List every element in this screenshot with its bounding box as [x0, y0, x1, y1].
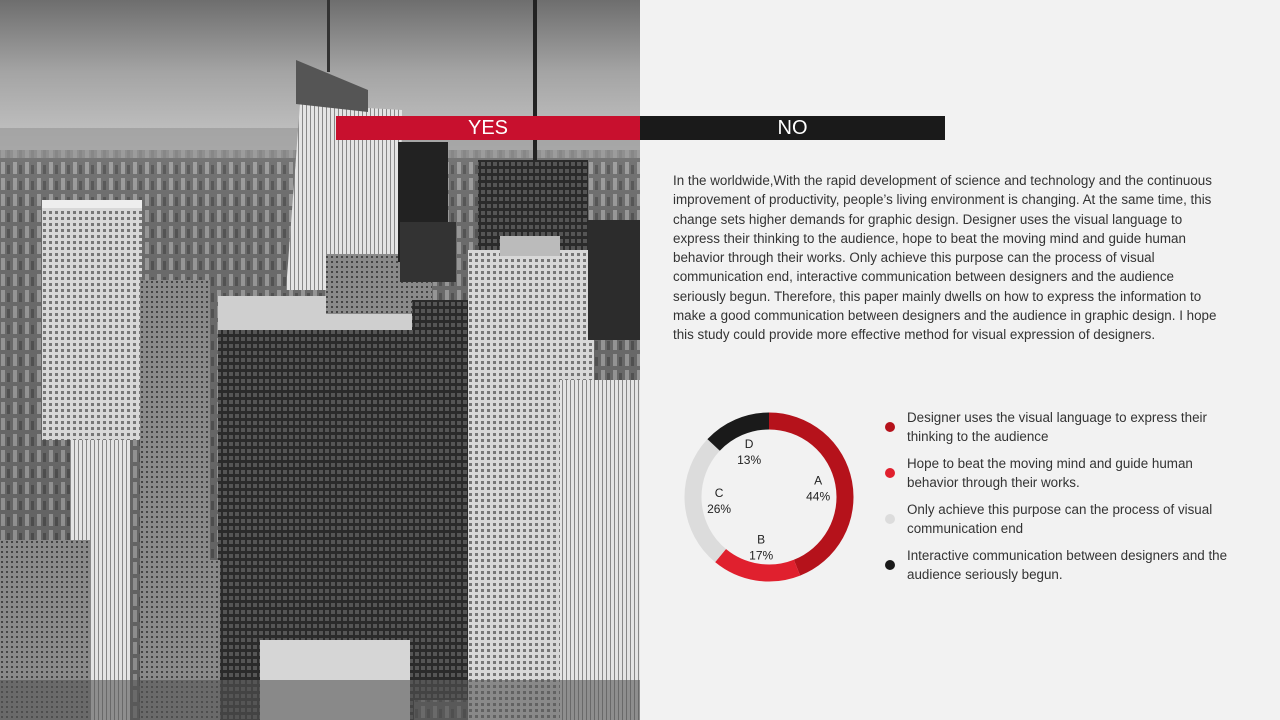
donut-label-c: C — [714, 486, 724, 501]
legend-item-a — [884, 408, 1244, 446]
legend-item-d — [884, 546, 1244, 584]
legend-text-d: Interactive communication between designers and the audience seriously begun. — [907, 548, 1228, 582]
legend-item-b — [884, 454, 1244, 492]
legend-list — [884, 408, 1244, 592]
donut-slice-d — [714, 421, 769, 445]
donut-slice-c — [693, 445, 721, 556]
donut-value-b: 17% — [749, 548, 774, 563]
donut-value-c: 26% — [707, 502, 732, 517]
donut-label-a: A — [814, 473, 823, 488]
donut-value-a: 44% — [806, 489, 831, 504]
legend-dot-b — [885, 468, 895, 478]
body-paragraph: In the worldwide,With the rapid development of science and technology and the continuous improvement of productivity, people’s living environment is changing. At the same time, this change sets higher demands for graphic design. Designer uses the visual language to express their thinking to the audience, hope to beat the moving mind and guide human behavior through their works. Only achieve this purpose can the process of visual communication end, interactive communication between designers and the audience seriously begun. Therefore, this paper mainly dwells on how to express the information to make a good communication between designers and the audience in graphic design. I hope this study could provide more effective method for visual expression of designers. — [673, 173, 1217, 343]
donut-label-d: D — [744, 437, 754, 452]
donut-label-b: B — [757, 532, 766, 547]
legend-text-c: Only achieve this purpose can the process of visual communication end — [907, 502, 1213, 536]
legend-dot-c — [885, 514, 895, 524]
no-banner: NO — [640, 116, 945, 140]
legend-dot-d — [885, 560, 895, 570]
legend-dot-a — [885, 422, 895, 432]
yes-banner: YES — [336, 116, 640, 140]
donut-value-d: 13% — [737, 453, 762, 468]
donut-chart — [676, 404, 862, 590]
legend-text-b: Hope to beat the moving mind and guide human behavior through their works. — [907, 456, 1193, 490]
legend-item-c — [884, 500, 1244, 538]
legend-text-a: Designer uses the visual language to express their thinking to the audience — [907, 410, 1207, 444]
